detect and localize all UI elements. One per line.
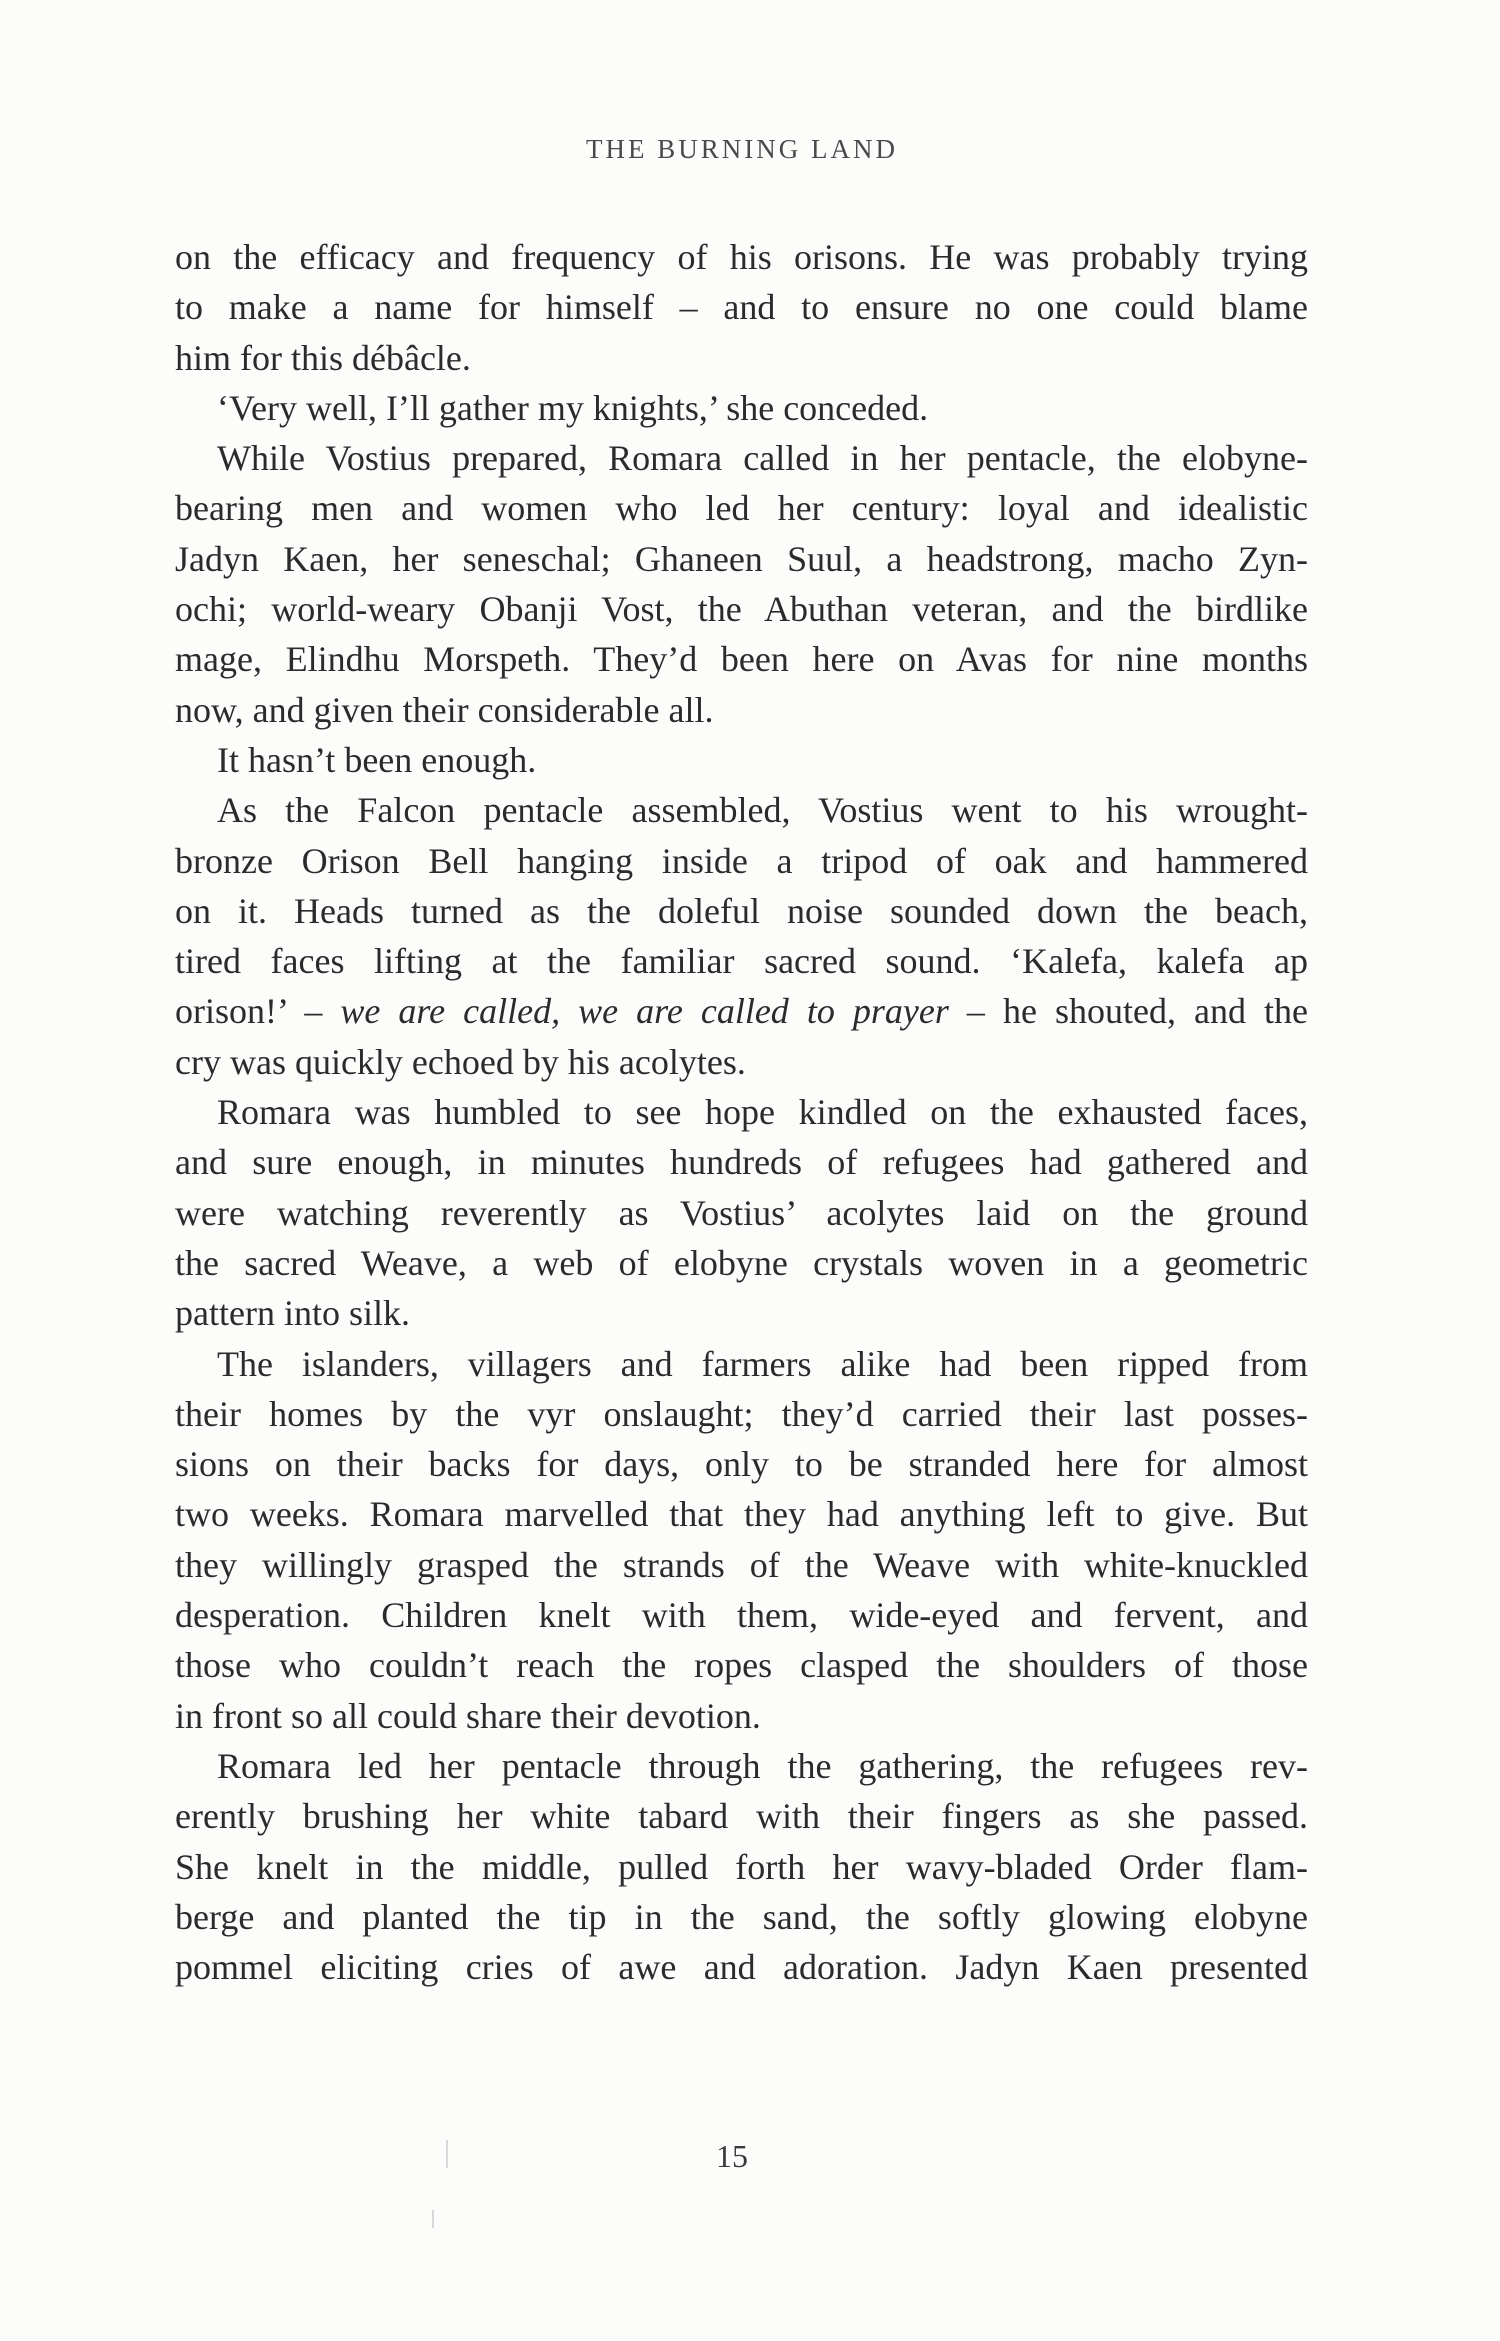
- text-line: Romara was humbled to see hope kindled on the exhausted faces,: [217, 1092, 1308, 1133]
- text-line: mage, Elindhu Morspeth. They’d been here on Avas for nine months: [175, 639, 1308, 680]
- text-line: She knelt in the middle, pulled forth her wavy-bladed Order flam-: [175, 1846, 1308, 1887]
- body-text: [175, 232, 1308, 1992]
- text-line: cry was quickly echoed by his acolytes.: [175, 1041, 746, 1082]
- paragraph: [175, 1339, 1308, 1741]
- text-line: While Vostius prepared, Romara called in her pentacle, the elobyne-: [217, 438, 1308, 479]
- paragraph: [175, 232, 1308, 383]
- paragraph: [175, 383, 1308, 433]
- text-line: berge and planted the tip in the sand, the softly glowing elobyne: [175, 1896, 1308, 1937]
- paragraph: [175, 735, 1308, 785]
- text-line: the sacred Weave, a web of elobyne crystals woven in a geometric: [175, 1242, 1308, 1283]
- text-line: their homes by the vyr onslaught; they’d carried their last posses-: [175, 1393, 1308, 1434]
- paragraph: [175, 785, 1308, 1087]
- scan-speck: [446, 2140, 448, 2168]
- text-line: pattern into silk.: [175, 1293, 410, 1334]
- scan-speck: [432, 2210, 434, 2228]
- running-head: THE BURNING LAND: [586, 134, 898, 164]
- text-line: bronze Orison Bell hanging inside a tripod of oak and hammered: [175, 840, 1308, 881]
- italic-phrase: we are called, we are called to prayer: [340, 991, 949, 1032]
- page-number: 15: [716, 2138, 748, 2174]
- text-line: now, and given their considerable all.: [175, 689, 714, 730]
- text-line: were watching reverently as Vostius’ acolytes laid on the ground: [175, 1192, 1308, 1233]
- text-line: The islanders, villagers and farmers alike had been ripped from: [217, 1343, 1308, 1384]
- text-line: they willingly grasped the strands of the Weave with white-knuckled: [175, 1544, 1308, 1585]
- text-line: on it. Heads turned as the doleful noise sounded down the beach,: [175, 890, 1308, 931]
- text-line: in front so all could share their devotion.: [175, 1695, 761, 1736]
- text-line: him for this débâcle.: [175, 337, 471, 378]
- text-line: desperation. Children knelt with them, wide-eyed and fervent, and: [175, 1595, 1308, 1636]
- text-line: Jadyn Kaen, her seneschal; Ghaneen Suul, a headstrong, macho Zyn-: [175, 538, 1308, 579]
- text-line: those who couldn’t reach the ropes clasped the shoulders of those: [175, 1645, 1308, 1686]
- text-line: As the Falcon pentacle assembled, Vostius went to his wrought-: [217, 790, 1308, 831]
- text-line: erently brushing her white tabard with their fingers as she passed.: [175, 1796, 1308, 1837]
- text-line: tired faces lifting at the familiar sacred sound. ‘Kalefa, kalefa ap: [175, 941, 1308, 982]
- text-line: two weeks. Romara marvelled that they had anything left to give. But: [175, 1494, 1308, 1535]
- text-line: and sure enough, in minutes hundreds of refugees had gathered and: [175, 1142, 1308, 1183]
- text-line: on the efficacy and frequency of his orisons. He was probably trying: [175, 237, 1308, 277]
- paragraph: [175, 1741, 1308, 1992]
- text-line: [175, 986, 1308, 1036]
- text-line: to make a name for himself – and to ensure no one could blame: [175, 287, 1308, 328]
- paragraph: [175, 1087, 1308, 1338]
- text-segment: – he shouted, and the: [948, 991, 1308, 1032]
- text-line: bearing men and women who led her century: loyal and idealistic: [175, 488, 1308, 529]
- text-line: ochi; world-weary Obanji Vost, the Abuthan veteran, and the birdlike: [175, 589, 1308, 630]
- text-line: It hasn’t been enough.: [217, 739, 537, 780]
- text-line: sions on their backs for days, only to be stranded here for almost: [175, 1444, 1308, 1485]
- text-line: Romara led her pentacle through the gathering, the refugees rev-: [217, 1745, 1308, 1786]
- text-line: pommel eliciting cries of awe and adoration. Jadyn Kaen presented: [175, 1947, 1308, 1988]
- text-segment: orison!’ –: [175, 991, 341, 1032]
- text-line: ‘Very well, I’ll gather my knights,’ she conceded.: [217, 387, 929, 428]
- paragraph: [175, 433, 1308, 735]
